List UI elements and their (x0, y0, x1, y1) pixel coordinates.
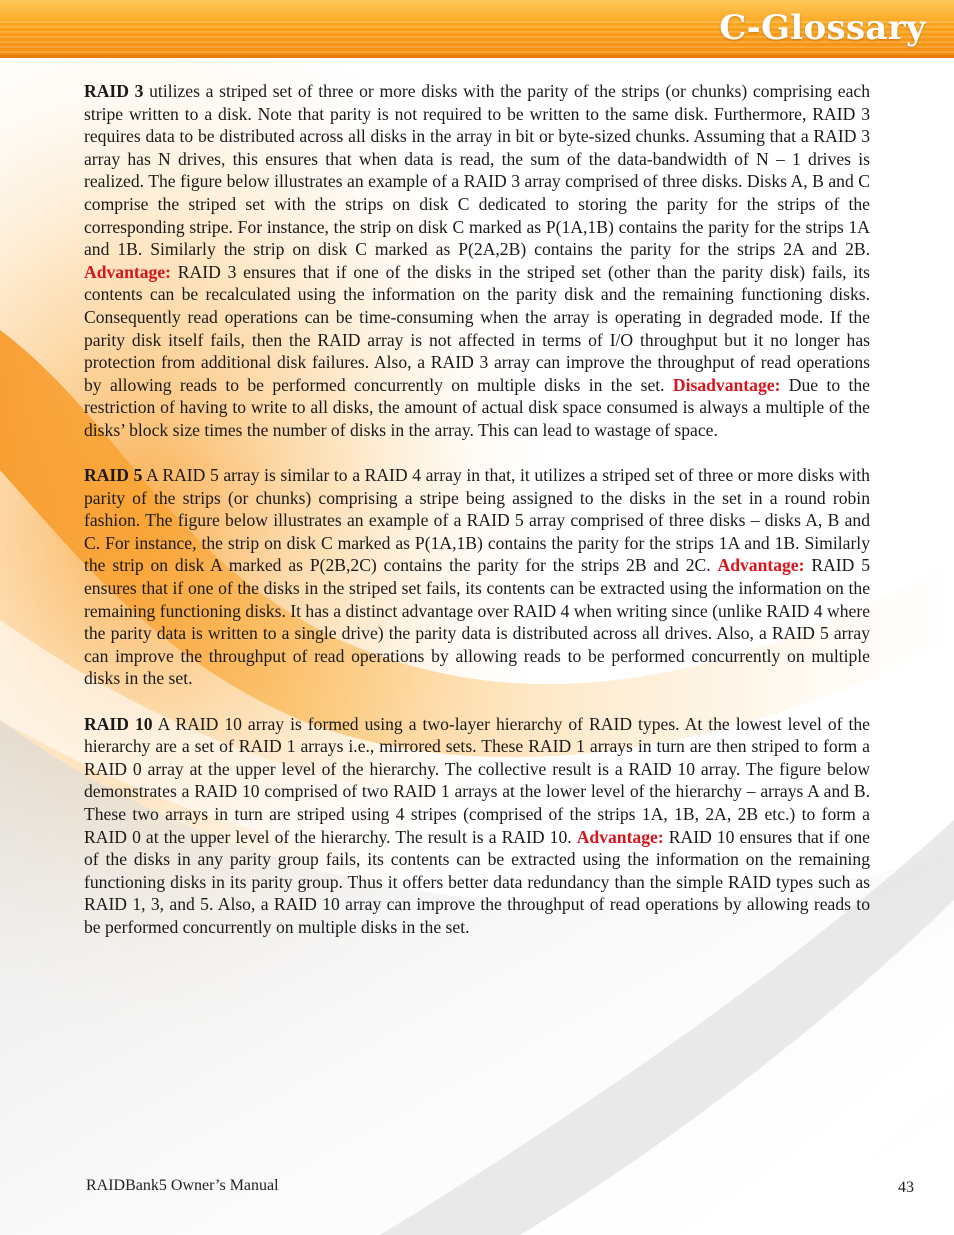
raid5-text-1: A RAID 5 array is similar to a RAID 4 array in that, it utilizes a striped set of three or more disks with parity of the strips (or chunks) comprising a stripe being assigned to the disks in the set in a round robin fashion. The figure below illustrates an example of a RAID 5 array comprised of three disks – disks A, B and C. For instance, the strip on disk C marked as P(1A,1B) contains the parity for the strips 1A and 1B. Similarly the strip on disk A marked as P(2B,2C) contains the parity for the strips 2B and 2C. (84, 465, 870, 576)
raid10-text-1: A RAID 10 array is formed using a two-layer hierarchy of RAID types. At the lowest level of the hierarchy are a set of RAID 1 arrays i.e., mirrored sets. These RAID 1 arrays in turn are then striped to form a RAID 0 array at the upper level of the hierarchy. The collective result is a RAID 10 array. The figure below demonstrates a RAID 10 comprised of two RAID 1 arrays at the lower level of the hierarchy – arrays A and B. These two arrays in turn are striped using 4 stripes (comprised of the strips 1A, 1B, 2A, 2B etc.) to form a RAID 0 at the upper level of the hierarchy. The result is a RAID 10. (84, 713, 870, 847)
page-title: C-Glossary (719, 8, 926, 48)
term-raid10: RAID 10 (84, 713, 153, 734)
term-raid3: RAID 3 (84, 81, 144, 101)
footer-manual-title: RAIDBank5 Owner’s Manual (86, 1177, 279, 1194)
raid3-advantage-label: Advantage: (84, 261, 171, 282)
glossary-entry-raid3 (84, 80, 870, 442)
glossary-entry-raid5 (84, 464, 870, 690)
glossary-content (84, 80, 870, 961)
page-number: 43 (898, 1179, 914, 1196)
raid5-advantage-label: Advantage: (717, 555, 805, 576)
raid3-text-1: utilizes a striped set of three or more disks with the parity of the strips (or chunks) comprising each stripe written to a disk. Note that parity is not required to be written to the same disk. Furthermore, RAID 3 requires data to be distributed across all disks in the array in bit or byte-sized chunks. Assuming that a RAID 3 array has N drives, this ensures that when data is read, the sum of the data-bandwidth of N – 1 drives is realized. The figure below illustrates an example of a RAID 3 array comprised of three disks. Disks A, B and C comprise the striped set with the strips on disk C dedicated to storing the parity for the strips of the corresponding stripe. For instance, the strip on disk C marked as P(1A,1B) contains the parity for the strips 1A and 1B. Similarly the strip on disk C marked as P(2A,2B) contains the parity for the strips 2A and 2B. (84, 81, 870, 260)
page-header (0, 0, 954, 58)
raid5-text-2: RAID 5 ensures that if one of the disks in the striped set fails, its contents can be extracted using the information on the remaining functioning disks. It has a distinct advantage over RAID 4 when writing since (unlike RAID 4 where the parity data is written to a single drive) the parity data is distributed across all drives. Also, a RAID 5 array can improve the throughput of read operations by allowing reads to be performed concurrently on multiple disks in the set. (84, 555, 870, 689)
raid3-disadvantage-label: Disadvantage: (672, 374, 781, 395)
raid3-text-2: RAID 3 ensures that if one of the disks in the striped set (other than the parity disk) fails, its contents can be recalculated using the information on the parity disk and the remaining functioning disks. Consequently read operations can be time-consuming when the array is operating in degraded mode. If the parity disk itself fails, then the RAID array is not affected in terms of I/O throughput but it no longer has protection from additional disk failures. Also, a RAID 3 array can improve the throughput of read operations by allowing reads to be performed concurrently on multiple disks in the set. (84, 261, 870, 395)
raid10-advantage-label: Advantage: (576, 826, 664, 847)
glossary-entry-raid10 (84, 713, 870, 939)
term-raid5: RAID 5 (84, 465, 143, 486)
raid3-text-3: Due to the restriction of having to write to all disks, the amount of actual disk space consumed is always a multiple of the disks’ block size times the number of disks in the array. This can lead to wastage of space. (84, 374, 870, 440)
raid10-text-2: RAID 10 ensures that if one of the disks in any parity group fails, its contents can be extracted using the information on the remaining functioning disks in its parity group. Thus it offers better data redundancy than the simple RAID types such as RAID 1, 3, and 5. Also, a RAID 10 array can improve the throughput of read operations by allowing reads to be performed concurrently on multiple disks in the set. (84, 826, 870, 937)
